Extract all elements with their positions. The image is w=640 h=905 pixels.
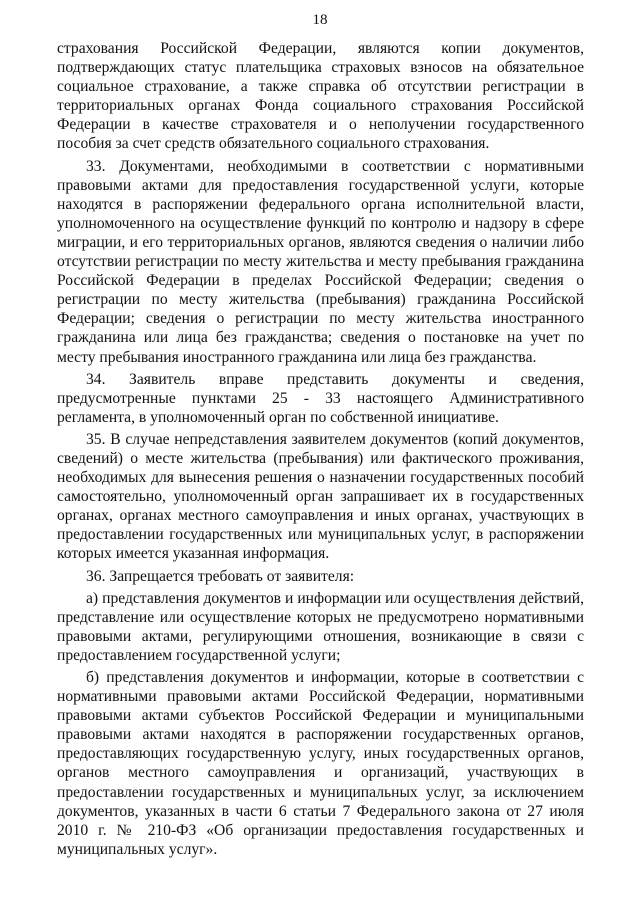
paragraph-36-b: б) представления документов и информации, которые в соответствии с нормативными правовыми актами Российской Федерации, нормативными правовыми актами субъектов Российской Федерации и муниципальными правовыми актами находятся в распоряжении государственных органов, предоставляющих государственную услугу, иных государственных органов, органов местного самоуправления и организаций, участвующих в предоставлении государственных и муниципальных услуг, за исключением документов, указанных в части 6 статьи 7 Федерального закона от 27 июля 2010 г. № 210-ФЗ «Об организации предоставления государственных и муниципальных услуг».: [57, 669, 584, 858]
paragraph-34: 34. Заявитель вправе представить документы и сведения, предусмотренные пунктами 25 - 33 настоящего Административного регламента, в уполномоченный орган по собственной инициативе.: [57, 370, 584, 426]
paragraph-36-a: а) представления документов и информации или осуществления действий, представление или осуществление которых не предусмотрено нормативными правовыми актами, регулирующими отношения, возникающие в связи с предоставлением государственной услуги;: [57, 589, 584, 664]
paragraph-35: 35. В случае непредставления заявителем документов (копий документов, сведений) о месте жительства (пребывания) или фактического проживания, необходимых для вынесения решения о назначении государственных пособий самостоятельно, уполномоченный орган запрашивает их в государственных органах, органах местного самоуправления и иных органах, участвующих в предоставлении государственных или муниципальных услуг, в распоряжении которых имеется указанная информация.: [57, 430, 584, 563]
paragraph-36: 36. Запрещается требовать от заявителя:: [86, 567, 355, 585]
paragraph-33: 33. Документами, необходимыми в соответствии с нормативными правовыми актами для предоставления государственной услуги, которые находятся в распоряжении федерального органа исполнительной власти, уполномоченного на осуществление функций по контролю и надзору в сфере миграции, и его территориальных органов, являются сведения о наличии либо отсутствии регистрации по месту жительства и месту пребывания гражданина Российской Федерации в пределах Российской Федерации; сведения о регистрации по месту жительства (пребывания) гражданина Российской Федерации; сведения о регистрации по месту жительства иностранного гражданина или лица без гражданства; сведения о постановке на учет по месту пребывания иностранного гражданина или лица без гражданства.: [57, 157, 584, 366]
page-number: 18: [312, 12, 328, 28]
document-body: [57, 39, 584, 859]
paragraph-continuation: страхования Российской Федерации, являются копии документов, подтверждающих статус плательщика страховых взносов на обязательное социальное страхование, а также справка об отсутствии регистрации в территориальных органах Фонда социального страхования Российской Федерации в качестве страхователя и о неполучении государственного пособия за счет средств обязательного социального страхования.: [57, 40, 584, 153]
